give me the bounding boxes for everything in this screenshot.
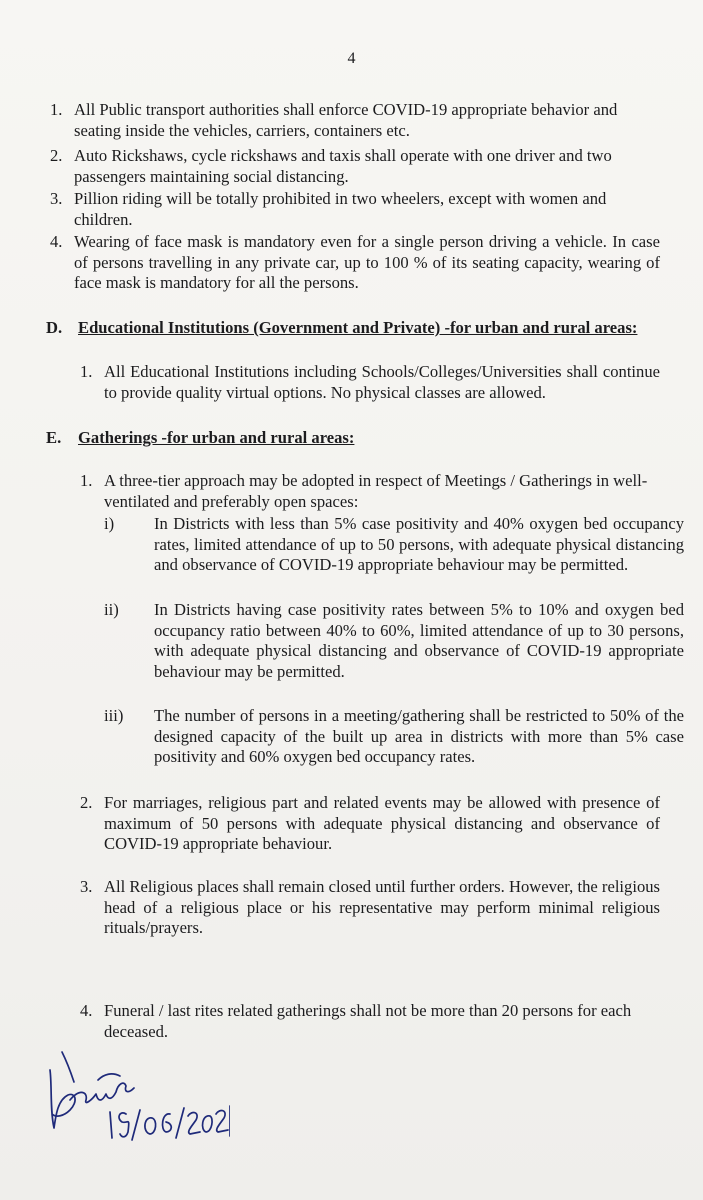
section-title: Gatherings -for urban and rural areas: <box>78 428 355 447</box>
item-number: 4. <box>50 232 63 251</box>
list-item <box>50 100 660 142</box>
item-number: 1. <box>50 100 63 119</box>
section-letter: E. <box>46 428 62 447</box>
list-item <box>60 362 660 424</box>
sub-list-item <box>104 706 684 770</box>
sub-item-number: ii) <box>104 600 119 619</box>
item-number: 2. <box>50 146 63 165</box>
item-text: Auto Rickshaws, cycle rickshaws and taxis shall operate with one driver and two passengers maintaining social distancing. <box>74 146 612 186</box>
item-text: All Public transport authorities shall enforce COVID-19 appropriate behavior and seating inside the vehicles, carriers, containers etc. <box>74 100 618 140</box>
sub-item-number: iii) <box>104 706 124 725</box>
list-item <box>50 146 660 188</box>
list-item <box>60 1001 660 1043</box>
item-number: 4. <box>80 1001 93 1020</box>
sub-item-text: In Districts with less than 5% case positivity and 40% oxygen bed occupancy rates, limited attendance of up to 50 persons, with adequate physical distancing and observance of COVID-19 appropriate behaviour may be permitted. <box>154 514 684 574</box>
list-item <box>60 471 660 513</box>
sub-list-item <box>104 600 684 704</box>
section-letter: D. <box>46 318 63 337</box>
list-item <box>60 793 660 855</box>
sub-item-text: In Districts having case positivity rates between 5% to 10% and oxygen bed occupancy ratio between 40% to 60%, limited attendance of up to 30 persons, with adequate physical distancing and observance of COVID-19 appropriate behaviour may be permitted. <box>154 600 684 681</box>
item-number: 1. <box>80 362 93 381</box>
section-d-heading <box>46 318 666 360</box>
list-item <box>50 189 660 231</box>
section-e-heading <box>46 428 666 450</box>
page-number: 4 <box>347 50 356 67</box>
item-number: 1. <box>80 471 93 490</box>
item-text: All Educational Institutions including Schools/Colleges/Universities shall continue to provide quality virtual options. No physical classes are allowed. <box>104 362 660 402</box>
item-number: 3. <box>80 877 93 896</box>
sub-list-item <box>104 514 684 598</box>
item-text: Pillion riding will be totally prohibited in two wheelers, except with women and children. <box>74 189 607 229</box>
item-text: Wearing of face mask is mandatory even for a single person driving a vehicle. In case of persons travelling in any private car, up to 100 % of its seating capacity, wearing of face mask is mandatory for all the persons. <box>74 232 660 292</box>
list-item <box>60 877 660 939</box>
sub-item-number: i) <box>104 514 115 533</box>
item-text: A three-tier approach may be adopted in respect of Meetings / Gatherings in well-ventilated and preferably open spaces: <box>104 471 648 511</box>
handwritten-signature <box>40 1040 230 1145</box>
list-item <box>50 232 660 296</box>
section-title: Educational Institutions (Government and Private) -for urban and rural areas: <box>78 318 638 337</box>
item-text: All Religious places shall remain closed until further orders. However, the religious head of a religious place or his representative may perform minimal religious rituals/prayers. <box>104 877 660 937</box>
sub-item-text: The number of persons in a meeting/gathering shall be restricted to 50% of the designed capacity of the built up area in districts with more than 5% case positivity and 60% oxygen bed occupancy rates. <box>154 706 684 766</box>
item-number: 3. <box>50 189 63 208</box>
item-text: Funeral / last rites related gatherings shall not be more than 20 persons for each deceased. <box>104 1001 632 1041</box>
item-number: 2. <box>80 793 93 812</box>
item-text: For marriages, religious part and related events may be allowed with presence of maximum of 50 persons with adequate physical distancing and observance of COVID-19 appropriate behaviour. <box>104 793 660 853</box>
